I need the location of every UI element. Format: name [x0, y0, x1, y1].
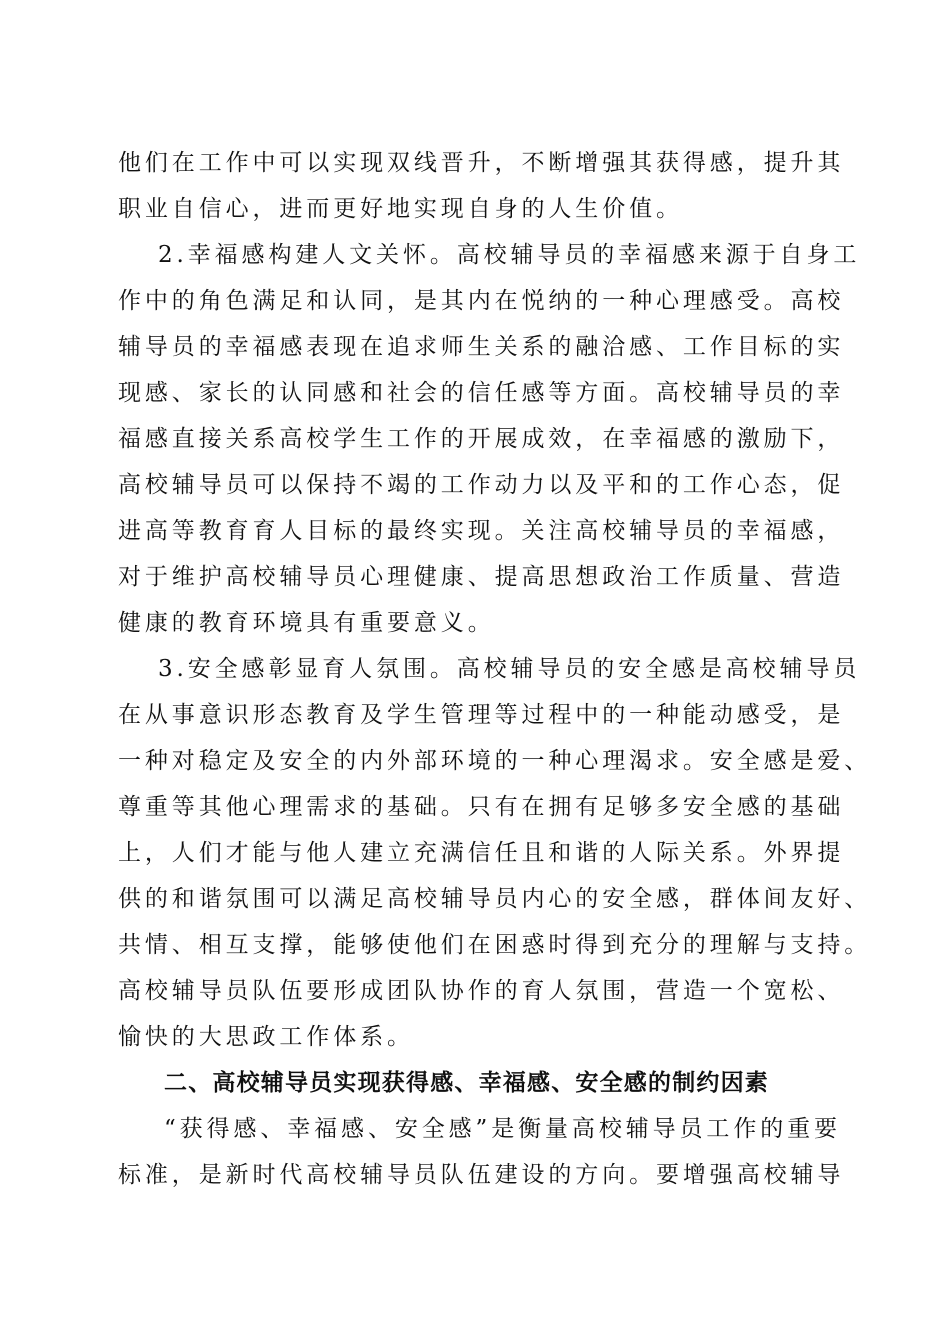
text-line: 尊重等其他心理需求的基础。只有在拥有足够多安全感的基础	[118, 794, 845, 820]
section-heading: 二、高校辅导员实现获得感、幸福感、安全感的制约因素	[164, 1070, 769, 1096]
text-line: 一种对稳定及安全的内外部环境的一种心理渴求。安全感是爱、	[118, 748, 872, 774]
paragraph-start-item-2: 2.幸福感构建人文关怀。高校辅导员的幸福感来源于自身工	[158, 242, 861, 268]
text-line: 在从事意识形态教育及学生管理等过程中的一种能动感受，是	[118, 702, 845, 728]
text-line: 对于维护高校辅导员心理健康、提高思想政治工作质量、营造	[118, 564, 845, 590]
text-line: 辅导员的幸福感表现在追求师生关系的融洽感、工作目标的实	[118, 334, 845, 360]
text-line: 标准，是新时代高校辅导员队伍建设的方向。要增强高校辅导	[118, 1162, 845, 1188]
text-line: 福感直接关系高校学生工作的开展成效，在幸福感的激励下，	[118, 426, 845, 452]
text-line: 高校辅导员队伍要形成团队协作的育人氛围，营造一个宽松、	[118, 978, 845, 1004]
text-line: 他们在工作中可以实现双线晋升，不断增强其获得感，提升其	[118, 150, 845, 176]
text-line: 现感、家长的认同感和社会的信任感等方面。高校辅导员的幸	[118, 380, 845, 406]
text-line: 上，人们才能与他人建立充满信任且和谐的人际关系。外界提	[118, 840, 845, 866]
text-line: 作中的角色满足和认同，是其内在悦纳的一种心理感受。高校	[118, 288, 845, 314]
text-line: 愉快的大思政工作体系。	[118, 1024, 414, 1050]
text-line: 进高等教育育人目标的最终实现。关注高校辅导员的幸福感，	[118, 518, 845, 544]
text-line: 共情、相互支撑，能够使他们在困惑时得到充分的理解与支持。	[118, 932, 872, 958]
paragraph-start-item-3: 3.安全感彰显育人氛围。高校辅导员的安全感是高校辅导员	[158, 656, 861, 682]
paragraph-start: “获得感、幸福感、安全感”是衡量高校辅导员工作的重要	[164, 1116, 841, 1142]
text-line: 高校辅导员可以保持不竭的工作动力以及平和的工作心态，促	[118, 472, 845, 498]
document-body	[118, 140, 872, 1198]
text-line: 健康的教育环境具有重要意义。	[118, 610, 495, 636]
text-line: 供的和谐氛围可以满足高校辅导员内心的安全感，群体间友好、	[118, 886, 872, 912]
text-line: 职业自信心，进而更好地实现自身的人生价值。	[118, 196, 683, 222]
